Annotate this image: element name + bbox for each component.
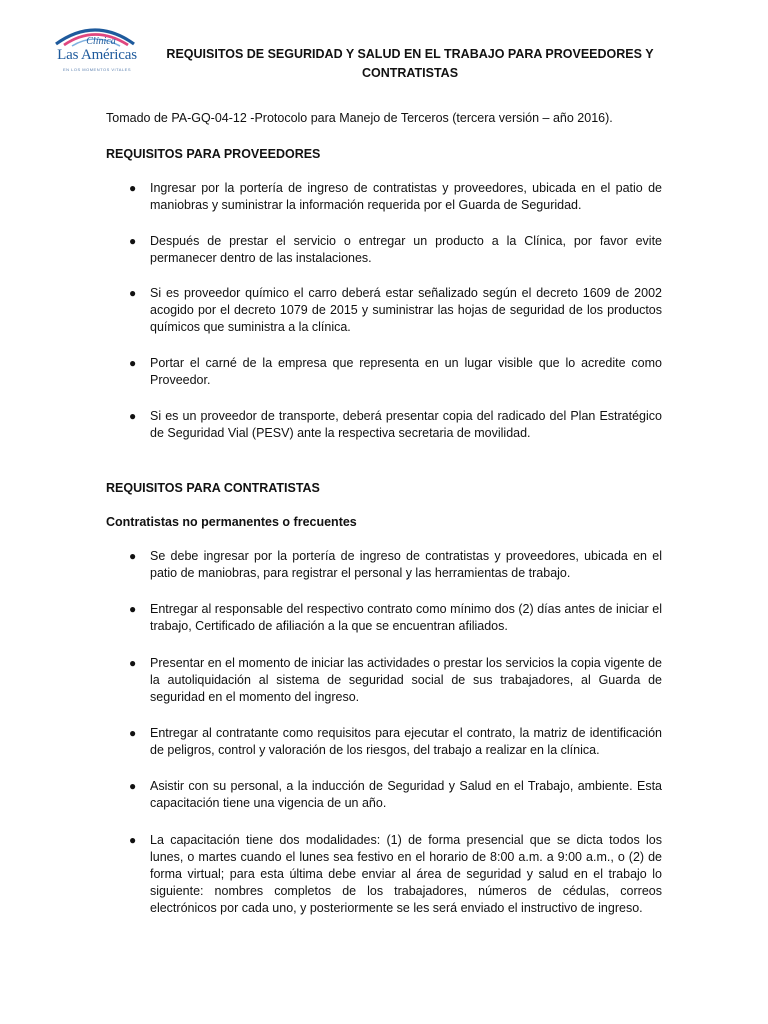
list-item	[129, 548, 662, 582]
list-item-text: Si es un proveedor de transporte, deberá presentar copia del radicado del Plan Estratégico de Seguridad Vial (PESV) ante la respectiva secretaria de movilidad.	[150, 409, 662, 440]
bullet-icon: ●	[129, 181, 137, 195]
list-item-text: Entregar al contratante como requisitos para ejecutar el contrato, la matriz de identificación de peligros, control y valoración de los riesgos, del trabajo a realizar en la clínica.	[150, 726, 662, 757]
logo-line2: Las Américas	[57, 47, 137, 63]
list-item	[129, 233, 662, 267]
list-item-text: Portar el carné de la empresa que representa en un lugar visible que lo acredite como Proveedor.	[150, 356, 662, 387]
contractors-subheading: Contratistas no permanentes o frecuentes	[106, 515, 357, 529]
document-title: REQUISITOS DE SEGURIDAD Y SALUD EN EL TRABAJO PARA PROVEEDORES Y CONTRATISTAS	[166, 47, 654, 80]
contractors-heading: REQUISITOS PARA CONTRATISTAS	[106, 481, 320, 495]
bullet-icon: ●	[129, 656, 137, 670]
intro-text: Tomado de PA-GQ-04-12 -Protocolo para Manejo de Terceros (tercera versión – año 2016).	[106, 111, 613, 125]
logo-tagline: EN LOS MOMENTOS VITALES	[62, 67, 132, 72]
list-item-text: Si es proveedor químico el carro deberá estar señalizado según el decreto 1609 de 2002 acogido por el decreto 1079 de 2015 y suministrar las hojas de seguridad de los productos químicos que suministra a la clínica.	[150, 286, 662, 334]
list-item-text: Ingresar por la portería de ingreso de contratistas y proveedores, ubicada en el patio de maniobras y suministrar la información requerida por el Guarda de Seguridad.	[150, 181, 662, 212]
bullet-icon: ●	[129, 286, 137, 300]
list-item	[129, 180, 662, 214]
list-item	[129, 408, 662, 442]
list-item	[129, 778, 662, 812]
bullet-icon: ●	[129, 726, 137, 740]
list-item-text: Asistir con su personal, a la inducción de Seguridad y Salud en el Trabajo, ambiente. Esta capacitación tiene una vigencia de un año.	[150, 779, 662, 810]
list-item-text: Se debe ingresar por la portería de ingreso de contratistas y proveedores, ubicada en el patio de maniobras, para registrar el personal y las herramientas de trabajo.	[150, 549, 662, 580]
bullet-icon: ●	[129, 356, 137, 370]
bullet-icon: ●	[129, 234, 137, 248]
clinic-logo	[48, 22, 142, 74]
list-item	[129, 655, 662, 706]
list-item	[129, 725, 662, 759]
list-item-text: Después de prestar el servicio o entregar un producto a la Clínica, por favor evite permanecer dentro de las instalaciones.	[150, 234, 662, 265]
bullet-icon: ●	[129, 549, 137, 563]
bullet-icon: ●	[129, 602, 137, 616]
list-item	[129, 832, 662, 917]
list-item	[129, 355, 662, 389]
list-item-text: Entregar al responsable del respectivo contrato como mínimo dos (2) días antes de iniciar el trabajo, Certificado de afiliación a la que se encuentran afiliados.	[150, 602, 662, 633]
providers-heading: REQUISITOS PARA PROVEEDORES	[106, 147, 321, 161]
list-item	[129, 601, 662, 635]
logo-line1: Clínica	[86, 36, 116, 47]
list-item-text: Presentar en el momento de iniciar las actividades o prestar los servicios la copia vigente de la autoliquidación al sistema de seguridad social de sus trabajadores, al Guarda de seguridad en el momento del ingreso.	[150, 656, 662, 704]
bullet-icon: ●	[129, 833, 137, 847]
bullet-icon: ●	[129, 409, 137, 423]
bullet-icon: ●	[129, 779, 137, 793]
list-item	[129, 285, 662, 336]
list-item-text: La capacitación tiene dos modalidades: (1) de forma presencial que se dicta todos los lunes, o martes cuando el lunes sea festivo en el horario de 8:00 a.m. a 9:00 a.m., o (2) de forma virtual; para esta última debe enviar al área de seguridad y salud en el trabajo lo siguiente: nombres completos de los trabajadores, números de cédulas, correos electrónicos por cada uno, y posteriormente se les será enviado el instructivo de ingreso.	[150, 833, 662, 915]
